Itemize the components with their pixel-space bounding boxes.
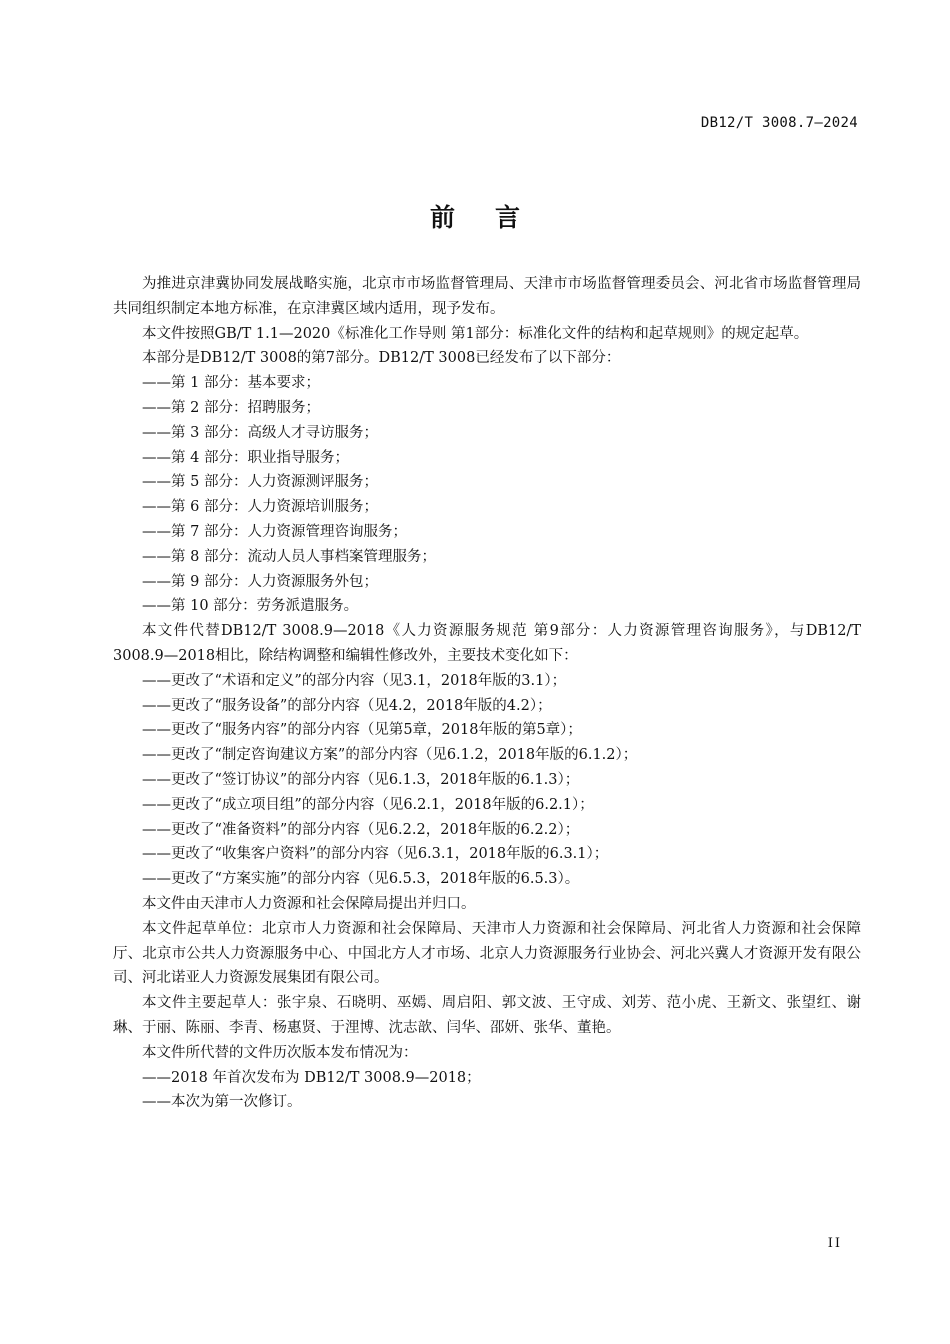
list-item: ——第 1 部分：基本要求； xyxy=(142,375,320,392)
paragraph: 本文件所代替的文件历次版本发布情况为： xyxy=(142,1044,418,1061)
list-item: ——第 3 部分：高级人才寻访服务； xyxy=(142,424,378,441)
paragraph: 本文件由天津市人力资源和社会保障局提出并归口。 xyxy=(142,895,476,912)
document-body xyxy=(113,272,861,1115)
paragraph: 本文件起草单位：北京市人力资源和社会保障局、天津市人力资源和社会保障局、河北省人力资源和社会保障厅、北京市公共人力资源服务中心、中国北方人才市场、北京人力资源服务行业协会、河北兴冀人才资源开发有限公司、河北诺亚人力资源发展集团有限公司。 xyxy=(113,920,861,987)
paragraph: 本文件代替DB12/T 3008.9—2018《人力资源服务规范 第9部分：人力资源管理咨询服务》，与DB12/T 3008.9—2018相比，除结构调整和编辑性修改外，主要技术变化如下： xyxy=(113,623,861,664)
paragraph: 本文件按照GB/T 1.1—2020《标准化工作导则 第1部分：标准化文件的结构和起草规则》的规定起草。 xyxy=(142,325,809,342)
list-item: ——第 5 部分：人力资源测评服务； xyxy=(142,474,378,491)
list-item: ——第 7 部分：人力资源管理咨询服务； xyxy=(142,523,407,540)
list-item: ——更改了“成立项目组”的部分内容（见6.2.1，2018年版的6.2.1）； xyxy=(142,796,594,813)
list-item: ——第 4 部分：职业指导服务； xyxy=(142,449,349,466)
list-item: ——第 10 部分：劳务派遣服务。 xyxy=(142,598,359,615)
list-item: ——2018 年首次发布为 DB12/T 3008.9—2018； xyxy=(142,1069,481,1086)
paragraph: 本部分是DB12/T 3008的第7部分。DB12/T 3008已经发布了以下部分： xyxy=(142,350,621,367)
paragraph: 为推进京津冀协同发展战略实施，北京市市场监督管理局、天津市市场监督管理委员会、河北省市场监督管理局共同组织制定本地方标准，在京津冀区域内适用，现予发布。 xyxy=(113,276,861,317)
list-item: ——第 8 部分：流动人员人事档案管理服务； xyxy=(142,548,436,565)
paragraph: 本文件主要起草人：张宇泉、石晓明、巫嫣、周启阳、郭文波、王守成、刘芳、范小虎、王新文、张望红、谢琳、于丽、陈丽、李青、杨惠贤、于浬博、沈志歆、闫华、邵妍、张华、董艳。 xyxy=(113,995,861,1036)
list-item: ——更改了“服务内容”的部分内容（见第5章，2018年版的第5章）； xyxy=(142,722,582,739)
list-item: ——第 6 部分：人力资源培训服务； xyxy=(142,499,378,516)
list-item: ——第 9 部分：人力资源服务外包； xyxy=(142,573,378,590)
list-item: ——更改了“服务设备”的部分内容（见4.2，2018年版的4.2）； xyxy=(142,697,552,714)
list-item: ——第 2 部分：招聘服务； xyxy=(142,399,320,416)
list-item: ——更改了“签订协议”的部分内容（见6.1.3，2018年版的6.1.3）； xyxy=(142,771,580,788)
page-title: 前言 xyxy=(429,203,560,232)
list-item: ——更改了“方案实施”的部分内容（见6.5.3，2018年版的6.5.3）。 xyxy=(142,871,580,888)
list-item: ——更改了“术语和定义”的部分内容（见3.1，2018年版的3.1）； xyxy=(142,672,567,689)
list-item: ——更改了“准备资料”的部分内容（见6.2.2，2018年版的6.2.2）； xyxy=(142,821,580,838)
list-item: ——更改了“收集客户资料”的部分内容（见6.3.1，2018年版的6.3.1）； xyxy=(142,846,609,863)
list-item: ——更改了“制定咨询建议方案”的部分内容（见6.1.2，2018年版的6.1.2）； xyxy=(142,747,638,764)
page-number: II xyxy=(827,1236,842,1251)
document-code: DB12/T 3008.7—2024 xyxy=(700,115,858,131)
list-item: ——本次为第一次修订。 xyxy=(142,1094,302,1111)
